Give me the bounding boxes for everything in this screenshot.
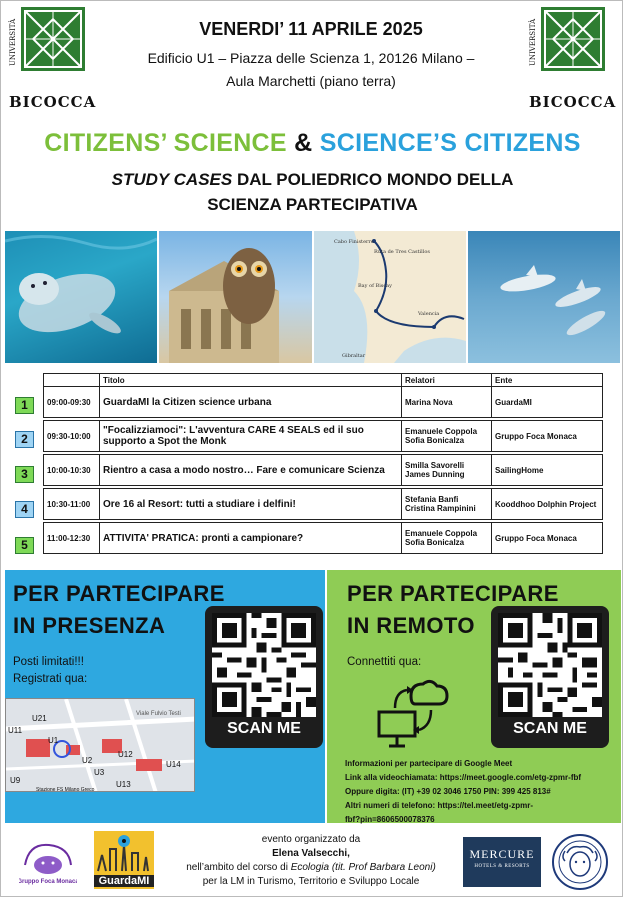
title-part-1: CITIZENS’ SCIENCE xyxy=(44,129,287,157)
meet-more-numbers-2[interactable]: fbf?pin=8606500078376 xyxy=(345,815,435,824)
map-building-label: U11 xyxy=(8,726,23,735)
remote-qr-code[interactable] xyxy=(491,606,609,748)
qr-code-icon xyxy=(212,613,316,717)
session-title: ATTIVITA' PRATICA: pronti a campionare? xyxy=(100,523,402,554)
map-building-label: U13 xyxy=(116,780,131,789)
footer xyxy=(1,823,623,897)
speaker: Marina Nova xyxy=(405,397,453,407)
in-person-notes xyxy=(13,654,87,688)
in-person-heading-1: PER PARTECIPARE xyxy=(13,581,225,606)
title-part-2: SCIENCE’S CITIZENS xyxy=(319,129,581,157)
session-time: 11:00-12:30 xyxy=(44,523,100,554)
title-ampersand: & xyxy=(286,129,320,157)
scan-me-label: SCAN ME xyxy=(227,720,301,737)
subtitle xyxy=(61,167,564,217)
session-org: Gruppo Foca Monaca xyxy=(492,421,603,452)
meet-link[interactable]: Link alla videochiamata: https://meet.google.com/etg-zpmr-fbf xyxy=(345,773,582,782)
map-building-label: U14 xyxy=(166,760,181,769)
subtitle-line-2: SCIENZA PARTECIPATIVA xyxy=(207,195,418,214)
remote-heading-2: IN REMOTO xyxy=(347,613,475,638)
mercure-sub: HOTELS & RESORTS xyxy=(474,864,530,869)
session-time: 09:00-09:30 xyxy=(44,387,100,418)
session-number-2: 2 xyxy=(15,431,34,448)
session-speakers xyxy=(402,387,492,418)
map-label: Ruta de Tres Castillos xyxy=(373,249,430,255)
session-number-1: 1 xyxy=(15,397,34,414)
session-speakers xyxy=(402,421,492,452)
register-text: Registrati qua: xyxy=(13,673,88,685)
gruppo-foca-monaca-logo xyxy=(19,835,77,885)
table-header-org: Ente xyxy=(492,374,603,387)
main-title xyxy=(1,129,623,158)
map-building-label: U1 xyxy=(48,736,59,745)
meet-more-numbers[interactable]: Altri numeri di telefono: https://tel.meet/etg-zpmr- xyxy=(345,801,534,810)
map-building-label: U3 xyxy=(94,768,105,777)
guardami-logo xyxy=(94,831,154,889)
meet-info-title: Informazioni per partecipare di Google Meet xyxy=(345,759,513,768)
organizer-line-1: evento organizzato da xyxy=(261,834,361,845)
address-line-2: Aula Marchetti (piano terra) xyxy=(226,73,396,89)
map-label: Bay of Biscay xyxy=(357,283,392,289)
session-time: 10:30-11:00 xyxy=(44,489,100,520)
logo-square-icon xyxy=(21,7,85,71)
remote-connection-icon xyxy=(373,674,453,754)
in-person-heading xyxy=(13,578,225,642)
session-speakers xyxy=(402,523,492,554)
speaker: James Dunning xyxy=(405,470,465,479)
map-label: Cabo Finisterre xyxy=(333,239,374,245)
speaker: Cristina Rampinini xyxy=(405,504,476,513)
organizer-name: Elena Valsecchi, xyxy=(272,848,350,859)
session-title: Rientro a casa a modo nostro… Fare e comunicare Scienza xyxy=(100,455,402,486)
session-time: 09:30-10:00 xyxy=(44,421,100,452)
course-name: Ecologia (tit. Prof Barbara Leoni) xyxy=(290,862,436,873)
medusa-seal-logo xyxy=(551,833,609,891)
subtitle-italic: STUDY CASES xyxy=(111,170,233,189)
logo-arc-text: UNIVERSITÀ xyxy=(529,18,537,66)
meet-phone: Oppure digita: (IT) +39 02 3046 1750 PIN: 399 425 813# xyxy=(345,787,551,796)
owl-building-photo xyxy=(159,231,311,363)
guardami-label: GuardaMI xyxy=(94,875,154,887)
map-building-label: U9 xyxy=(10,776,21,785)
sailing-route-map xyxy=(314,231,466,363)
logo-word: BICOCCA xyxy=(9,93,97,111)
table-header-title: Titolo xyxy=(100,374,402,387)
bicocca-logo-right xyxy=(529,7,617,111)
schedule-table xyxy=(43,373,603,554)
meet-info xyxy=(345,757,619,827)
logo-arc-text: UNIVERSITÀ xyxy=(9,18,17,66)
session-title: Ore 16 al Resort: tutti a studiare i delfini! xyxy=(100,489,402,520)
organizer-text xyxy=(151,833,471,889)
session-number-3: 3 xyxy=(15,466,34,483)
session-time: 10:00-10:30 xyxy=(44,455,100,486)
monk-seal-photo xyxy=(5,231,157,363)
gfm-logo-text: Gruppo Foca Monaca xyxy=(19,879,77,885)
speaker: Emanuele Coppola xyxy=(405,427,478,436)
campus-map xyxy=(5,698,195,792)
in-person-heading-2: IN PRESENZA xyxy=(13,613,166,638)
remote-heading-1: PER PARTECIPARE xyxy=(347,581,559,606)
session-title: "Focalizziamoci": L'avventura CARE 4 SEALS ed il suo supporto a Spot the Monk xyxy=(100,421,402,452)
qr-code-icon xyxy=(498,613,602,717)
photo-strip xyxy=(5,231,620,363)
bicocca-logo-left xyxy=(9,7,97,111)
mercure-name: MERCURE xyxy=(469,847,535,861)
session-title: GuardaMI la Citizen science urbana xyxy=(100,387,402,418)
table-row xyxy=(44,387,603,418)
session-number-4: 4 xyxy=(15,501,34,518)
limited-seats-text: Posti limitati!!! xyxy=(13,656,84,668)
table-row xyxy=(44,455,603,486)
map-station-label: Stazione FS Milano Greco xyxy=(36,787,95,792)
registration-qr-code[interactable] xyxy=(205,606,323,748)
event-date: VENERDI’ 11 APRILE 2025 xyxy=(199,19,423,39)
dolphins-photo xyxy=(468,231,620,363)
speaker: Sofia Bonicalza xyxy=(405,436,465,445)
table-row xyxy=(44,523,603,554)
table-row xyxy=(44,489,603,520)
mercure-logo xyxy=(463,837,541,887)
session-org: Gruppo Foca Monaca xyxy=(492,523,603,554)
address-line-1: Edificio U1 – Piazza delle Scienza 1, 20126 Milano – xyxy=(147,50,475,66)
table-row xyxy=(44,421,603,452)
map-building-label: U12 xyxy=(118,750,133,759)
scan-me-label: SCAN ME xyxy=(513,720,587,737)
table-header-row xyxy=(44,374,603,387)
session-number-5: 5 xyxy=(15,537,34,554)
organizer-course: nell’ambito del corso di Ecologia (tit. Prof Barbara Leoni) xyxy=(186,862,436,873)
map-street-label: Viale Fulvio Testi xyxy=(136,711,181,717)
speaker: Emanuele Coppola xyxy=(405,529,478,538)
map-label: Valencia xyxy=(417,311,439,317)
map-label: Gibraltar xyxy=(341,353,365,359)
session-speakers xyxy=(402,455,492,486)
speaker: Sofia Bonicalza xyxy=(405,538,465,547)
table-header-speakers: Relatori xyxy=(402,374,492,387)
logo-square-icon xyxy=(541,7,605,71)
map-building-label: U21 xyxy=(32,714,47,723)
logo-word: BICOCCA xyxy=(529,93,617,111)
map-building-label: U2 xyxy=(82,756,93,765)
event-address xyxy=(101,47,521,93)
session-org: Kooddhoo Dolphin Project xyxy=(492,489,603,520)
subtitle-line-1: DAL POLIEDRICO MONDO DELLA xyxy=(232,170,514,189)
session-org: SailingHome xyxy=(492,455,603,486)
speaker: Stefania Banfi xyxy=(405,495,459,504)
session-org: GuardaMI xyxy=(492,387,603,418)
table-header-time xyxy=(44,374,100,387)
speaker: Smilla Savorelli xyxy=(405,461,465,470)
organizer-program: per la LM in Turismo, Territorio e Sviluppo Locale xyxy=(202,876,420,887)
session-speakers xyxy=(402,489,492,520)
connect-text: Connettiti qua: xyxy=(347,656,422,668)
